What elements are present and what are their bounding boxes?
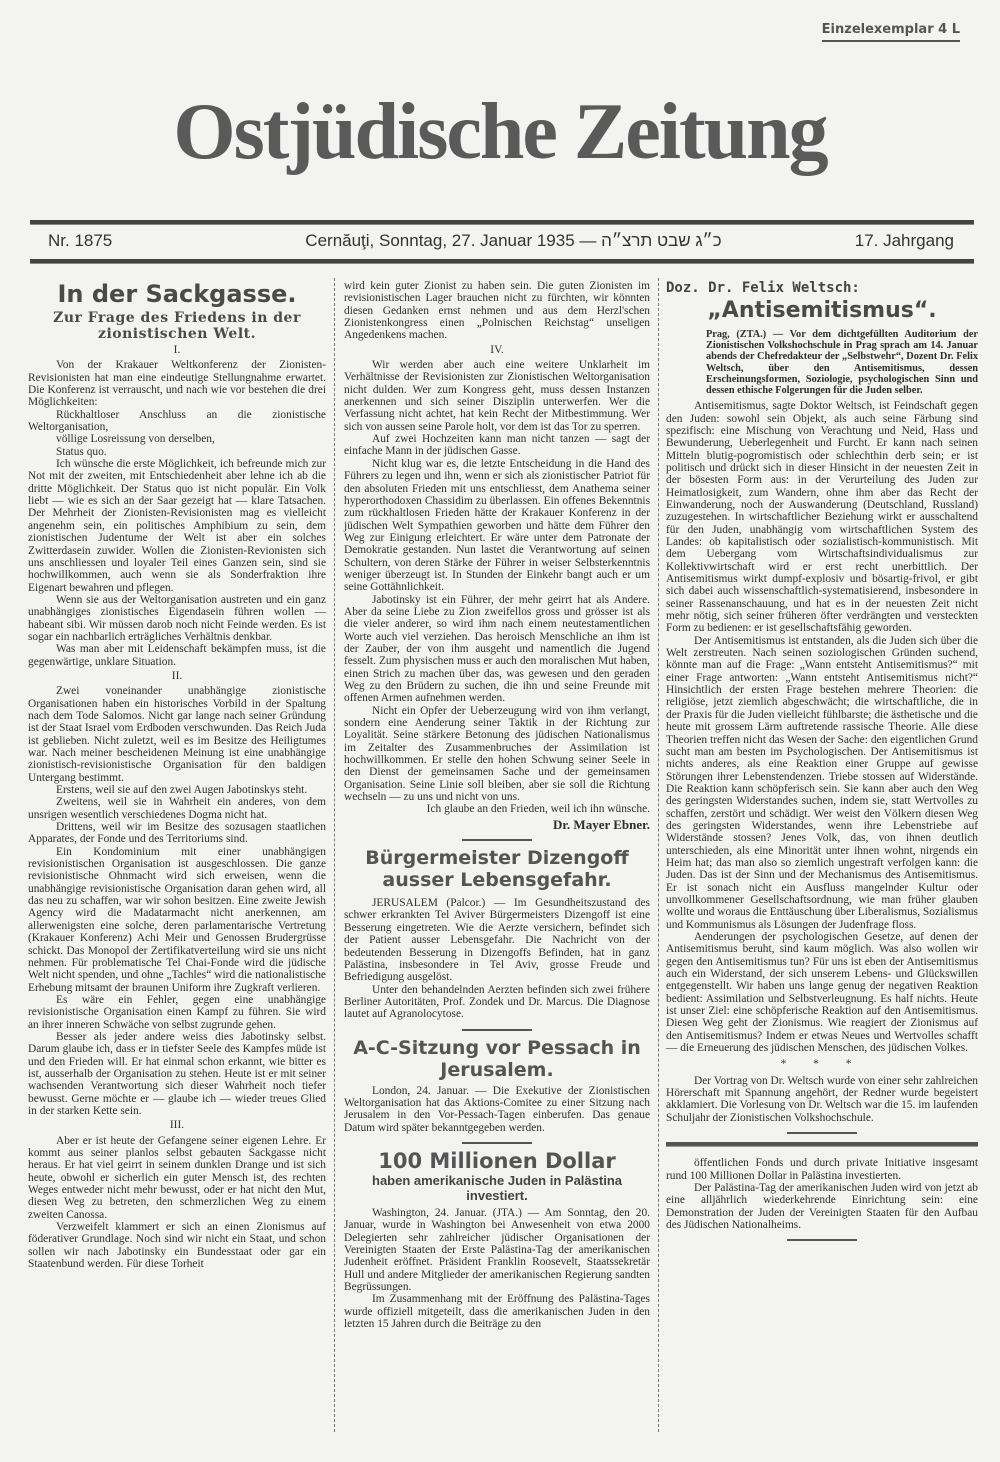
article-paragraph: Besser als jeder andere weiss dies Jabotinsky selbst. Darum glaube ich, dass er in tiefster Seele des Kampfes müde ist und den Frieden will. Er hat einmal schon erkannt, wie bitter es ist, ausserhalb der Organisation zu stehen. Heute ist er mit seiner wachsenden Verantwortung sich dieser Wahrheit noch tiefer bewusst. Gerne möchte er — glaube ich — wieder treues Glied in der starken Kette sein. [28,1030,326,1117]
separator [787,1239,857,1241]
separator [462,839,532,841]
price-label: Einzelexemplar 4 L [822,22,960,42]
section-stars: * * * [780,1058,864,1071]
article-headline: Bürgermeister Dizengoff ausser Lebensgefahr. [365,847,629,892]
article-paragraph: Jabotinsky ist ein Führer, der mehr geirrt hat als Andere. Aber da seine Liebe zu Zion zweifellos gross und grösser ist als die vieler anderer, so wird ihm nach einem neutestamentlichen Worte auch viel verziehen. Das heroisch Menschliche an ihm ist der Zauber, der von ihm ausgeht und namentlich die Jugend fesselt. Zum physischen muss er auch den moralischen Mut haben, einen Strich zu machen über das, was gewesen und den geraden Weg zu den Brüdern zu suchen, die ihn und seine Freunde mit offenen Armen aufnehmen werden. [344,593,650,705]
article-paragraph: Zwei voneinander unabhängige zionistische Organisationen haben ein historisches Vorbild in der Spaltung nach dem Tode Salomos. Nicht gar lange nach seiner Gründung ist der Staat Israel vom Erdboden verschwunden. Das Reich Juda ist geblieben. Nicht zuletzt, weil es im Besitze des Heiligtumes war. Nach meiner bescheidenen Meinung ist eine unabhängige zionistisch-revisionistische Organisation für den baldigen Untergang bestimmt. [28,685,326,784]
masthead-rule-top [30,220,974,225]
column-3 [666,280,978,1247]
article-body [666,400,978,1054]
article-paragraph: Status quo. [56,445,107,458]
article-paragraph: Der Antisemitismus ist entstanden, als die Juden sich über die Welt zerstreuten. Nach seinen soziologischen Gründen suchend, könnte man auf die Frage: „Wann entsteht Antisemitismus?“ mit einer Frage antworten: „Wann entsteht Antisemitismus nicht?“ Hinsichtlich der ersten Frage bestehen mehrere Theorien: die religiöse, jetzt ziemlich abgeschwächt; die wirtschaftliche, die in der Praxis für die Juden vielleicht fühlbarste; die ästhetische und die heute mit grossem Lärm auftretende rassische Theorie. Alle diese Theorien treffen nicht das Wesen der Sache: den eigentlichen Grund sucht man am besten im Psychologischen. Der Antisemitismus ist nichts anderes, als eine Reaktion einer Gruppe auf gewisse Störungen ihrer Lebenstendenzen. Triebe stossen auf Widerstände. Die Reaktion kann schöpferisch sein. Sie kann aber auch den Weg des geringsten Widerstandes suchen, indem sie, statt Wertvolles zu schaffen, zerstört und schädigt. Wer weist den Völkern diesen Weg des geringsten Widerstandes, wenn ihre Lebenstriebe auf Widerstände stossen? Jenes Volk, das, von ihnen deutlich unterschieden, als eine Minorität unter ihnen wohnt, nirgends ein Heim hat; das man also so ziemlich ungestraft verfolgen kann: die Juden. Das ist der Sinn und der Mechanismus des Antisemitismus. Er ist sonach nicht ein Ausfluss mangelnder Kultur oder unvollkommener Gesellschaftsordnung, wie man früher glauben wollte und woraus die Enttäuschung über Liberalismus, Sozialismus und Kommunismus als Lösungen der Judenfrage floss. [666,634,978,931]
article-paragraph: Aber er ist heute der Gefangene seiner eigenen Lehre. Er kommt aus seiner planlos selbst gebauten Sackgasse nicht heraus. Er hat viel geirrt in seinem dunklen Drange und ist sich heute, obwohl er sicherlich ein guter Mensch ist, des rechten Weges entweder nicht mehr bewusst, oder er hat nicht den Mut, diesen Weg zu betreten, den schmerzlichen Weg zu einem zweiten Canossa. [28,1134,326,1221]
article-byline: Doz. Dr. Felix Weltsch: [666,280,860,296]
article-paragraph: Wenn sie aus der Weltorganisation austreten und ein ganz unabhängiges zionistisches Eigendasein führen wollen — habeant sibi. Wir müssen darob noch nicht Feinde werden. Es ist sogar ein nachbarlich erträgliches Verhältnis denkbar. [28,593,326,643]
article-paragraph: Antisemitismus, sagte Doktor Weltsch, ist Feindschaft gegen den Juden: sowohl sein Objekt, als auch seine Färbung sind spezifisch: eine Mischung von Verachtung und Neid, Hass und Bewunderung, Ueberlegenheit und Furcht. Er kann nach seinen Mitteln blutig-pogromistisch oder schlechthin derb sein; er ist politisch und drückt sich in dieser Hinsicht in der neuesten Zeit in der bösesten Form aus: in der Verurteilung des Juden zur Heimatlosigkeit, zum Wandern, ohne ihm aber das Recht der Einwanderung, noch der Auswanderung (Deutschland, Russland) zuzugestehen. In wirtschaftlicher Beziehung wirkt er ausschaltend für den Juden, unabhängig vom wirtschaftlichen System des Landes: ob kapitalistisch oder sozialistisch-kommunistisch. Mit dem Uebergang vom Wirtschaftsindividualismus zur Kollektivwirtschaft wird er erst recht unerbittlich. Der Antisemitismus wirkt dumpf-explosiv und bösartig-frivol, er gibt sich dabei auch wissenschaftlich-systematisierend, insbesondere in seiner Rassenanschauung, und hat es in der neuesten Zeit nicht mehr nötig, sich seiner früheren öfter verdrängten und versteckten Form zu bedienen: er ist gesellschaftsfähig geworden. [666,400,978,635]
article-intro: Prag, (ZTA.) — Vor dem dichtgefüllten Auditorium der Zionistischen Volkshochschule in Prag sprach am 14. Januar abends der Chefredakteur der „Selbstwehr“, Dozent Dr. Felix Weltsch, über den Antisemitismus, dessen Erscheinungsformen, Soziologie, psychologischen Sinn und dessen ethische Folgerungen für die Juden selber. [706,329,978,397]
closing-line: Ich glaube an den Frieden, weil ich ihn wünsche. [426,803,650,816]
article-body [344,359,650,803]
separator [462,1142,532,1144]
article-body [344,1207,650,1330]
section-rule [666,1142,978,1147]
issue-number: Nr. 1875 [48,231,113,250]
article-body [28,685,326,1117]
column-divider [658,278,659,1432]
issue-info-line [48,231,954,251]
article-paragraph: London, 24. Januar. — Die Exekutive der Zionistischen Weltorganisation hat das Aktions-Comitee zu einer Sitzung nach Jerusalem in den Vor-Pessach-Tagen einberufen. Das genaue Datum wird später bekanntgegeben werden. [344,1084,650,1134]
article-subhead: Zur Frage des Friedens in der zionistischen Welt. [53,310,301,342]
article-paragraph: JERUSALEM (Palcor.) — Im Gesundheitszustand des schwer erkrankten Tel Aviver Bürgermeisters Dizengoff ist eine Besserung eingetreten. Wie die Aerzte versichern, befindet sich der Patient ausser Lebensgefahr. Die Nachricht von der bedeutenden Besserung in Dizengoffs Befinden, hat in ganz Palästina, insbesondere in Tel Aviv, grosse Freude und Befriedigung ausgelöst. [344,897,650,984]
article-paragraph: wird kein guter Zionist zu haben sein. Die guten Zionisten im revisionistischen Lager brauchen nicht zu fürchten, wir könnten diesen Gedanken ernst nehmen und aus dem Herzl'schen Zionistenkongress einen „Polnischen Reichstag“ unseligen Angedenkens machen. [344,280,650,342]
article-paragraph: völlige Losreissung von derselben, [56,433,215,446]
column-divider [334,278,335,1432]
separator [787,1132,857,1134]
article-paragraph: Nicht klug war es, die letzte Entscheidung in die Hand des Führers zu legen und ihn, wenn er sich als zionistischer Patriot für den absoluten Frieden mit uns entschliesst, dem Anathema seiner hyperorthodoxen Chassidim zu überlassen. Ein offenes Bekenntnis zum rückhaltlosen Frieden hätte der Krakauer Konferenz in der jüdischen Welt Sympathien geworben und hätte dem Führer den Weg zur Einigung erleichtert. Er wäre unter dem Patronate der Demokratie gestanden. Nun lastet die Verantwortung auf seinen Schultern, von deren Stärke der Führer in weiser Selbsterkenntnis weniger überzeugt ist. In Stunden der Einkehr bangt auch er um seine Gottähnlichkeit. [344,457,650,594]
separator [462,1029,532,1031]
section-number: I. [173,344,181,356]
column-1 [28,280,326,1270]
article-headline: 100 Millionen Dollar [378,1148,616,1173]
article-paragraph: Der Vortrag von Dr. Weltsch wurde von einer sehr zahlreichen Hörerschaft mit Spannung angehört, der Redner wurde begeistert akklamiert. Die Vorlesung von Dr. Weltsch war die 15. im laufenden Schuljahr der Zionistischen Volkshochschule. [666,1074,978,1124]
article-paragraph: Ich wünsche die erste Möglichkeit, ich befreunde mich zur Not mit der zweiten, mit Entschiedenheit aber lehne ich ab die dritte Möglichkeit. Der Status quo ist nicht populär. Ein Volk liebt — wie es sich an der Saar gezeigt hat — klare Tatsachen. Der Mehrheit der Zionisten-Revisionisten mag es vielleicht angenehm sein, ein politisches Amphibium zu sein, dem zionistischen Judentume der Welt ist aber ein solches Zwitterdasein zuwider. Wollen die Zionisten-Revionisten sich uns anschliessen und loyaler Teil eines Ganzen sein, sind sie hochwillkommen, auch wenn sie als Sonderfraktion ihre Eigenart bewahren und pflegen. [28,458,326,594]
section-number: III. [169,1119,185,1132]
issue-dateline: Cernăuţi, Sonntag, 27. Januar 1935 — כ״ג שבט תרצ״ה [305,231,722,250]
article-paragraph: Unter den behandelnden Aerzten befinden sich zwei frühere Berliner Autoritäten, Prof. Zondek und Dr. Marcus. Die Diagnose lautet auf Agranolocytose. [344,983,650,1021]
column-2 [344,280,650,1330]
article-paragraph: Auf zwei Hochzeiten kann man nicht tanzen — sagt der einfache Mann in der jüdischen Gasse. [344,433,650,458]
author-signature: Dr. Mayer Ebner. [552,816,650,832]
article-headline: A-C-Sitzung vor Pessach in Jerusalem. [353,1036,641,1081]
section-number: IV. [490,343,504,356]
article-paragraph: Im Zusammenhang mit der Eröffnung des Palästina-Tages wurde offiziell mitgeteilt, dass die amerikanischen Juden in den letzten 15 Jahren durch die Beiträge zu den [344,1293,650,1331]
article-paragraph: Rückhaltloser Anschluss an die zionistische Weltorganisation, [28,408,326,434]
masthead-rule-bottom [30,259,974,264]
article-paragraph: Es wäre ein Fehler, gegen eine unabhängige revisionistische Organisation einen Kampf zu führen. Sie wird an ihrer inneren Schwäche von selbst zugrunde gehen. [28,993,326,1031]
article-body [666,1157,978,1231]
article-headline: In der Sackgasse. [57,280,297,308]
newspaper-title: Ostjüdische Zeitung [173,88,827,176]
section-number: II. [171,669,183,682]
article-body [28,359,326,668]
article-body [28,1135,326,1271]
article-paragraph: Aenderungen der psychologischen Gesetze, auf denen der Antisemitismus beruht, sind kaum möglich. Was also wollen wir gegen den Antisemitismus tun? Für uns ist eben der Antisemitismus auch ein Widerstand, der sich unserem Lebens- und Glückswillen entgegenstellt. Wir haben uns lange genug der negativen Reaktion bedient: Assimilation und Selbstverleugnung. Es half nichts. Heute ist unser Ziel: eine schöpferische Reaktion auf den Antisemitismus. Diesen Weg geht der Zionismus. Wie reagiert der Zionismus auf den Antisemitismus? Indem er etwas Neues und Wertvolles schafft — die Erneuerung des jüdischen Menschen, des jüdischen Volkes. [666,931,978,1055]
article-paragraph: Drittens, weil wir im Besitze des sozusagen staatlichen Apparates, der Fonde und des Territoriums sind. [28,821,326,846]
article-paragraph: Zweitens, weil sie in Wahrheit ein anderes, von dem unsrigen wesentlich verschiedenes Dogma nicht hat. [28,796,326,821]
article-paragraph: Washington, 24. Januar. (JTA.) — Am Sonntag, den 20. Januar, wurde in Washington bei Anwesenheit von etwa 2000 Delegierten sehr zahlreicher jüdischer Organisationen der Vereinigten Staaten der Erste Palästina-Tag der amerikanischen Judenheit eröffnet. Präsident Franklin Roosevelt, Staatssekretär Hull und andere Mitglieder der amerikanischen Regierung sandten Begrüssungen. [344,1206,650,1293]
article-subhead: haben amerikanische Juden in Palästina investiert. [372,1172,622,1203]
article-paragraph: Erstens, weil sie auf den zwei Augen Jabotinskys steht. [56,784,308,797]
article-paragraph: öffentlichen Fonds und durch private Initiative insgesamt rund 100 Millionen Dollar in Palästina investierten. [666,1157,978,1182]
issue-volume: 17. Jahrgang [854,231,954,250]
article-body [344,1085,650,1134]
article-paragraph: Was man aber mit Leidenschaft bekämpfen muss, ist die gegenwärtige, unklare Situation. [28,643,326,668]
article-paragraph: Verzweifelt klammert er sich an einen Zionismus auf föderativer Grundlage. Noch sind wir nicht ein Staat, und schon sollen wir nach Jabotinsky ein Bundesstaat oder gar ein Staatenbund werden. Für diese Torheit [28,1221,326,1271]
article-paragraph: Von der Krakauer Weltkonferenz der Zionisten-Revisionisten hat man eine eindeutige Stellungnahme erwartet. Die Konferenz ist verrauscht, und nach wie vor bestehen die drei Möglichkeiten: [28,359,326,409]
article-headline: „Antisemitismus“. [707,298,937,323]
article-paragraph: Wir werden aber auch eine weitere Unklarheit im Verhältnisse der Revisionisten zur Zionistischen Weltorganisation nicht dulden. Wer zum Kongress geht, muss dessen Instanzen anerkennen und sich seiner Disziplin unterwerfen. Wer die Verfassung nicht achtet, hat kein Recht der Mitbestimmung. Wer sich von aussen seine Parole holt, vor dem ist das Tor zu sperren. [344,359,650,433]
article-paragraph: Der Palästina-Tag der amerikanischen Juden wird von jetzt ab eine alljährlich wiederkehrende Einrichtung sein: eine Demonstration der Juden der Vereinigten Staaten für den Aufbau des Jüdischen Nationalheims. [666,1181,978,1231]
article-body [344,897,650,1020]
article-paragraph: Ein Kondominium mit einer unabhängigen revisionistischen Organisation ist ausgeschlossen. Die ganze revisionistische Ohnmacht wird sich erweisen, wenn die unabhängige revisionistische Organisation daran gehen wird, all das neu zu schaffen, war wir sohon besitzen. Eine zweite Jewish Agency wird die Madatarmacht nicht anerkennen, am allerwenigsten eine solche, deren parlamentarische Vertretung (Krakauer Konferenz) Achi Meir und Genossen Brudergrüsse schickt. Das Monopol der Zertifikatverteilung wird sie uns nicht nehmen. Für problematische Tel Chai-Fonde wird die jüdische Welt nicht spenden, und ohne „Tachles“ wird die nationalistische Erhebung mitsamt der braunen Uniform ihre Zugkraft verlieren. [28,845,326,994]
article-paragraph: Nicht ein Opfer der Ueberzeugung wird von ihm verlangt, sondern eine Aenderung seiner Taktik in der Richtung zur Loyalität. Seine stärkere Betonung des jüdischen Nationalismus im Zeitalter des Zusammenbruches der Assimilation ist hochwillkommen. Er stelle den hohen Schwung seiner Seele in den Dienst der gemeinsamen Sache und der gemeinsamen Organisation. Seine Linie soll bleiben, aber sie soll die Richtung wechseln — zu uns und nicht von uns. [344,704,650,804]
